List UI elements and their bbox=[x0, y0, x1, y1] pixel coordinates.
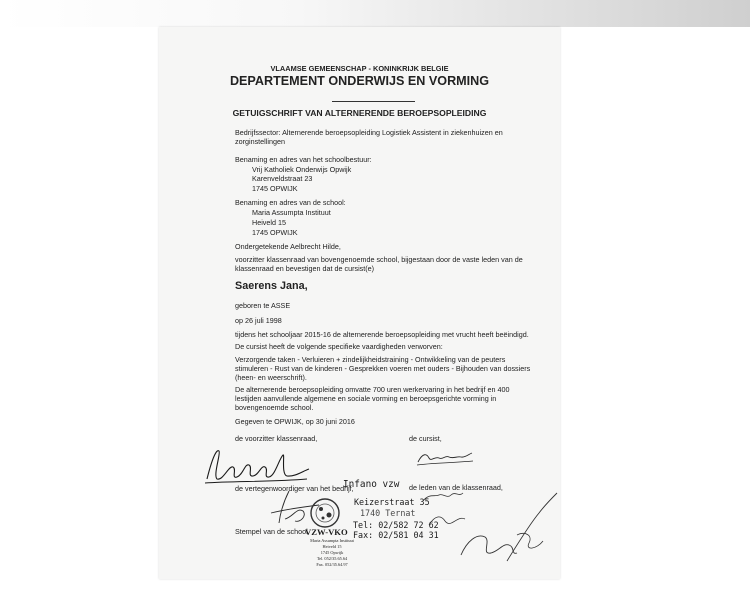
department-heading: DEPARTEMENT ONDERWIJS EN VORMING bbox=[229, 74, 490, 88]
skills-line-2: stimuleren - Rust van de kinderen - Gesprekken voeren met ouders - Bijhouden van dossiers bbox=[235, 364, 531, 373]
certificate-title: GETUIGSCHRIFT VAN ALTERNERENDE BEROEPSOPLEIDING bbox=[232, 108, 487, 118]
board-city: 1745 OPWIJK bbox=[252, 184, 298, 193]
company-rep-label: de vertegenwoordiger van het bedrijf, bbox=[235, 484, 354, 493]
student-name: Saerens Jana, bbox=[235, 280, 308, 292]
school-city: 1745 OPWIJK bbox=[252, 228, 298, 237]
chair-signature-label: de voorzitter klassenraad, bbox=[235, 434, 318, 443]
certificate-document bbox=[159, 27, 560, 579]
company-stamp-fax: Fax: 02/581 04 31 bbox=[353, 530, 439, 540]
school-stamp-city: 1745 Opwijk bbox=[320, 550, 344, 555]
company-stamp-name: Infano vzw bbox=[343, 479, 400, 490]
school-stamp-name: Maria Assumpta Instituut bbox=[310, 538, 354, 543]
top-scan-shadow bbox=[0, 0, 750, 27]
school-stamp-fax: Fax. 052/35.64.97 bbox=[316, 562, 348, 567]
heading-divider bbox=[332, 101, 415, 102]
members-signatures bbox=[421, 485, 561, 569]
chair-signature bbox=[203, 445, 313, 485]
sector-line-2: zorginstellingen bbox=[235, 137, 285, 146]
school-label: Benaming en adres van de school: bbox=[235, 198, 346, 207]
board-street: Karenveldstraat 23 bbox=[252, 174, 313, 183]
hours-line-2: lestijden aanvullende algemene en sociale vorming en beroepsgerichte vorming in bbox=[235, 394, 497, 403]
company-stamp-street: Keizerstraat 35 bbox=[354, 497, 430, 507]
hours-line-3: bovengenoemde school. bbox=[235, 403, 314, 412]
skills-line-3: (heen- en weerschrift). bbox=[235, 373, 307, 382]
school-street: Heiveld 15 bbox=[252, 218, 286, 227]
hours-line-1: De alternerende beroepsopleiding omvatte 700 uren werkervaring in het bedrijf en 400 bbox=[235, 385, 510, 394]
undersigned-line: Ondergetekende Aelbrecht Hilde, bbox=[235, 242, 341, 251]
chair-line-2: klassenraad en bevestigen dat de cursist(e) bbox=[235, 264, 375, 273]
given-line: Gegeven te OPWIJK, op 30 juni 2016 bbox=[235, 417, 355, 426]
school-stamp-label: Stempel van de school bbox=[235, 527, 308, 536]
authority-heading: VLAAMSE GEMEENSCHAP - KONINKRIJK BELGIE bbox=[270, 64, 449, 73]
skills-intro: De cursist heeft de volgende specifieke vaardigheden verworven: bbox=[235, 342, 443, 351]
school-name: Maria Assumpta Instituut bbox=[252, 208, 331, 217]
student-signature bbox=[415, 448, 475, 468]
completion-line: tijdens het schooljaar 2015-16 de alternerende beroepsopleiding met vrucht heeft beëindigd. bbox=[235, 330, 529, 339]
board-label: Benaming en adres van het schoolbestuur: bbox=[235, 155, 372, 164]
born-date: op 26 juli 1998 bbox=[235, 316, 282, 325]
sector-line-1: Bedrijfssector: Alternerende beroepsopleiding Logistiek Assistent in ziekenhuizen en bbox=[235, 128, 503, 137]
members-label: de leden van de klassenraad, bbox=[409, 483, 503, 492]
board-name: Vrij Katholiek Onderwijs Opwijk bbox=[252, 165, 352, 174]
company-stamp-tel: Tel: 02/582 72 62 bbox=[353, 520, 439, 530]
school-stamp-street: Heiveld 15 bbox=[322, 544, 342, 549]
school-stamp-org: VZW-VKO bbox=[305, 527, 348, 537]
chair-line-1: voorzitter klassenraad van bovengenoemde school, bijgestaan door de vaste leden van de bbox=[235, 255, 523, 264]
student-signature-label: de cursist, bbox=[409, 434, 442, 443]
school-stamp-tel: Tel. 052/35.65.64 bbox=[316, 556, 348, 561]
company-stamp-city: 1740 Ternat bbox=[360, 508, 416, 518]
skills-line-1: Verzorgende taken - Verluieren + zindelijkheidstraining - Ontwikkeling van de peuters bbox=[235, 355, 506, 364]
born-place: geboren te ASSE bbox=[235, 301, 291, 310]
